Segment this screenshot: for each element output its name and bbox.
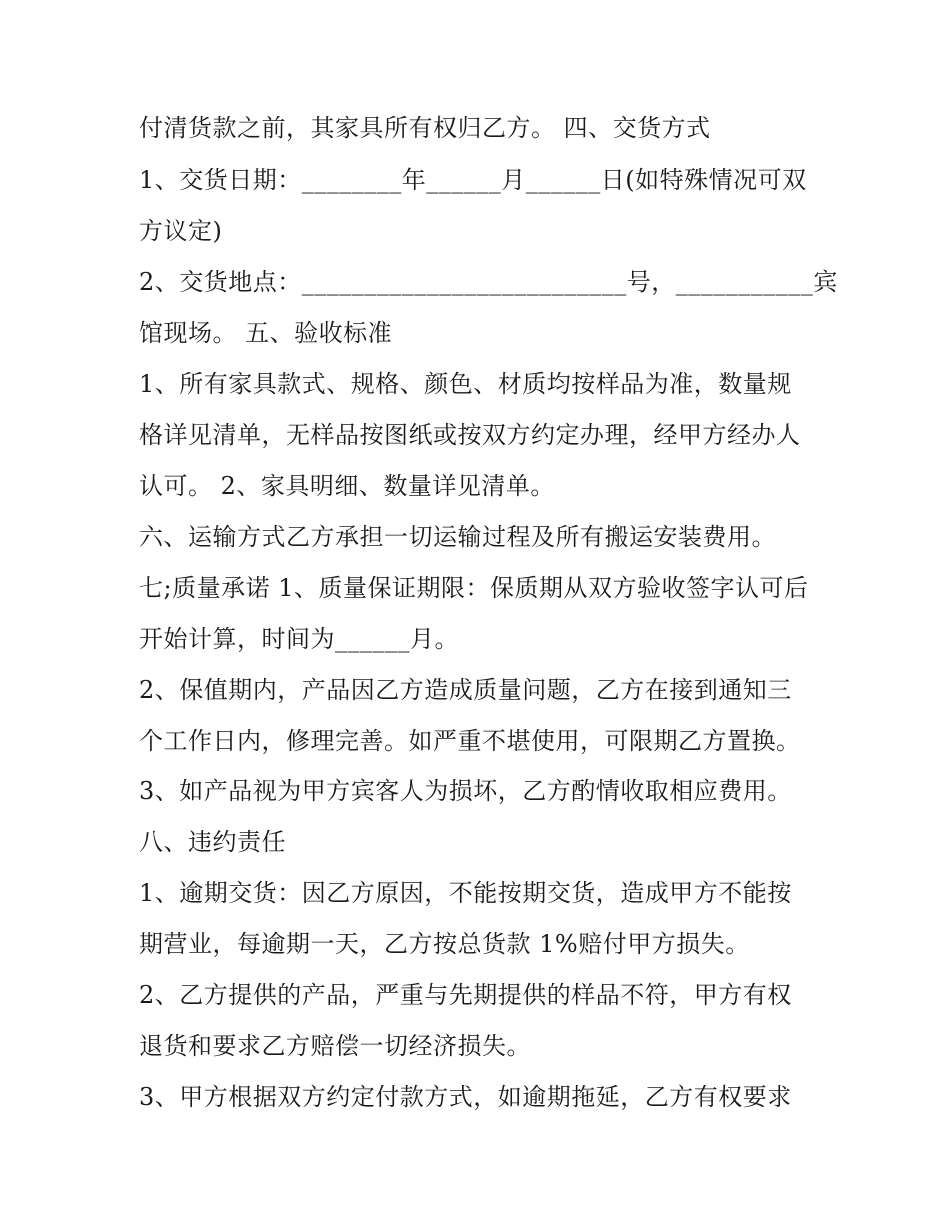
text-line: 方议定) xyxy=(139,217,223,245)
text-line: 2、保值期内，产品因乙方造成质量问题，乙方在接到通知三 xyxy=(139,676,792,704)
text-line: 1、所有家具款式、规格、颜色、材质均按样品为准，数量规 xyxy=(139,370,792,398)
text-line: 2、交货地点：__________________________号，___________宾 xyxy=(139,268,838,296)
text-line: 认可。 2、家具明细、数量详见清单。 xyxy=(139,472,555,500)
text-line: 1、交货日期：________年______月______日(如特殊情况可双 xyxy=(139,166,807,194)
text-line: 期营业，每逾期一天，乙方按总货款 1%赔付甲方损失。 xyxy=(139,930,750,958)
text-line: 馆现场。 五、验收标准 xyxy=(139,319,393,347)
text-line: 开始计算，时间为______月。 xyxy=(139,625,459,653)
text-line: 2、乙方提供的产品，严重与先期提供的样品不符，甲方有权 xyxy=(139,981,792,1009)
text-line: 3、甲方根据双方约定付款方式，如逾期拖延，乙方有权要求 xyxy=(139,1083,792,1111)
text-line: 3、如产品视为甲方宾客人为损坏，乙方酌情收取相应费用。 xyxy=(139,777,792,805)
text-line: 1、逾期交货：因乙方原因，不能按期交货，造成甲方不能按 xyxy=(139,879,792,907)
text-line: 个工作日内，修理完善。如严重不堪使用，可限期乙方置换。 xyxy=(139,727,801,755)
text-line: 退货和要求乙方赔偿一切经济损失。 xyxy=(139,1032,531,1060)
text-line: 付清货款之前，其家具所有权归乙方。 四、交货方式 xyxy=(139,114,711,142)
text-line: 七;质量承诺 1、质量保证期限：保质期从双方验收签字认可后 xyxy=(139,574,809,602)
text-line: 六、运输方式乙方承担一切运输过程及所有搬运安装费用。 xyxy=(139,523,776,551)
text-line: 格详见清单，无样品按图纸或按双方约定办理，经甲方经办人 xyxy=(139,421,801,449)
text-line: 八、违约责任 xyxy=(139,828,286,856)
